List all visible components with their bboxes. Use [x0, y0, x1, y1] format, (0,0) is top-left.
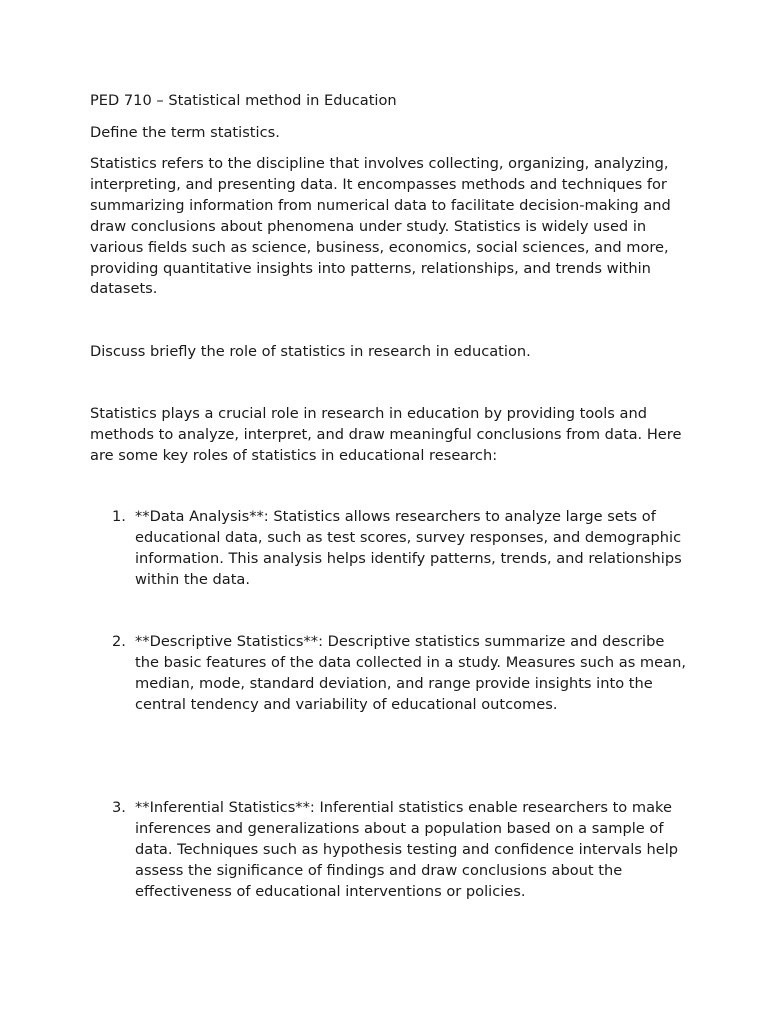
answer-role-intro: Statistics plays a crucial role in research in education by providing tools and methods to analyze, interpret, and draw meaningful conclusions from data. Here are some key roles of statistics in educational research: — [90, 405, 682, 464]
list-item-number: 2. — [112, 633, 126, 650]
list-item-text: **Data Analysis**: Statistics allows researchers to analyze large sets of educational data, such as test scores, survey responses, and demographic information. This analysis helps identify patterns, trends, and relationships within the data. — [135, 508, 682, 588]
question-role-of-statistics: Discuss briefly the role of statistics in research in education. — [90, 343, 531, 360]
question-define-statistics: Define the term statistics. — [90, 124, 280, 141]
list-item-number: 3. — [112, 799, 126, 816]
list-item-number: 1. — [112, 508, 126, 525]
course-title: PED 710 – Statistical method in Education — [90, 92, 397, 109]
answer-define-statistics: Statistics refers to the discipline that involves collecting, organizing, analyzing, interpreting, and presenting data. It encompasses methods and techniques for summarizing information from numerical data to facilitate decision-making and draw conclusions about phenomena under study. Statistics is widely used in various fields such as science, business, economics, social sciences, and more, providing quantitative insights into patterns, relationships, and trends within datasets. — [90, 155, 671, 298]
list-item-text: **Descriptive Statistics**: Descriptive statistics summarize and describe the basic features of the data collected in a study. Measures such as mean, median, mode, standard deviation, and range provide insights into the central tendency and variability of educational outcomes. — [135, 633, 686, 713]
list-item-text: **Inferential Statistics**: Inferential statistics enable researchers to make inferences and generalizations about a population based on a sample of data. Techniques such as hypothesis testing and confidence intervals help assess the significance of findings and draw conclusions about the effectiveness of educational interventions or policies. — [135, 799, 679, 900]
